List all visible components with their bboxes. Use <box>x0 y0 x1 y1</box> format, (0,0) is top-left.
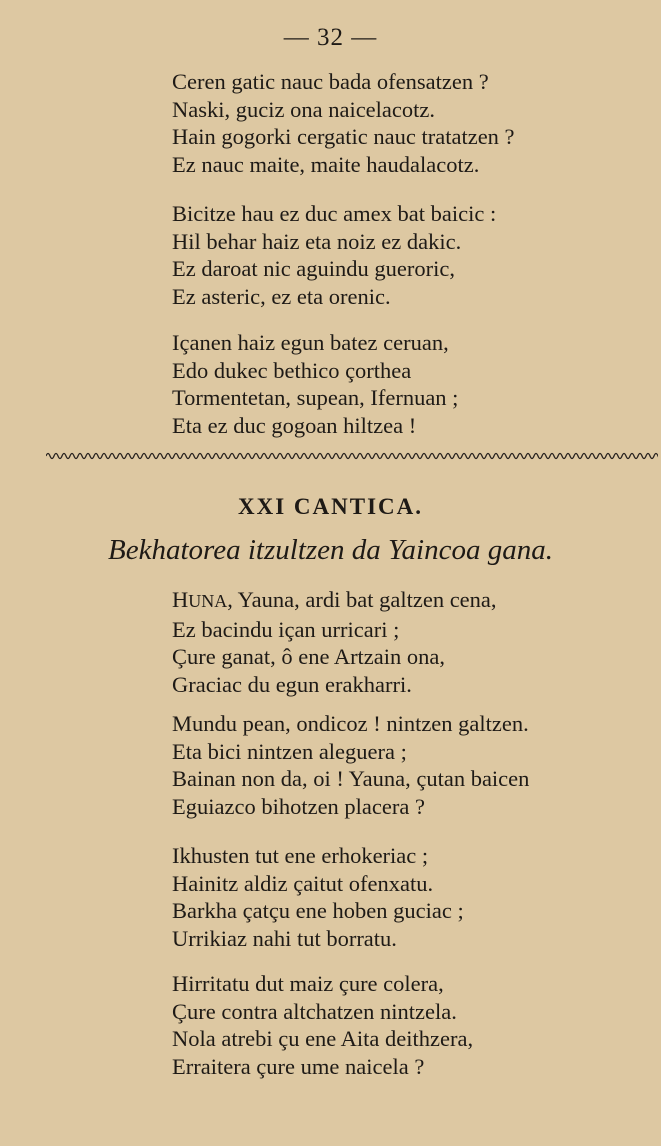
stanza-2 <box>172 200 496 310</box>
verse-line: Graciac du egun erakharri. <box>172 671 412 697</box>
drop-capital: H <box>172 587 189 612</box>
stanza-1 <box>172 68 515 178</box>
verse-line: Çure contra altchatzen nintzela. <box>172 998 457 1024</box>
verse-line: Hirritatu dut maiz çure colera, <box>172 971 444 996</box>
verse-line: Edo dukec bethico çorthea <box>172 357 412 383</box>
stanza-4 <box>172 586 497 698</box>
verse-line: Ez asteric, ez eta orenic. <box>172 283 391 309</box>
verse-line: Mundu pean, ondicoz ! nintzen galtzen. <box>172 711 529 736</box>
stanza-7 <box>172 970 473 1080</box>
verse-line: Ceren gatic nauc bada ofensatzen ? <box>172 69 489 94</box>
verse-line: Nola atrebi çu ene Aita deithzera, <box>172 1026 474 1051</box>
section-subtitle: Bekhatorea itzultzen da Yaincoa gana. <box>108 534 553 566</box>
verse-line: Ez nauc maite, maite haudalacotz. <box>172 151 480 177</box>
page-number: — 32 — <box>283 24 378 51</box>
verse-line: Erraitera çure ume naicela ? <box>172 1053 425 1079</box>
verse-line: Eta ez duc gogoan hiltzea ! <box>172 412 417 438</box>
wavy-rule <box>46 450 658 462</box>
verse-line: Bicitze hau ez duc amex bat baicic : <box>172 201 497 226</box>
section-title: XXI CANTICA. <box>237 494 423 519</box>
verse-line: Ikhusten tut ene erhokeriac ; <box>172 843 429 868</box>
verse-line: Hain gogorki cergatic nauc tratatzen ? <box>172 124 515 149</box>
verse-line: Çure ganat, ô ene Artzain ona, <box>172 644 446 669</box>
verse-line: Eta bici nintzen aleguera ; <box>172 738 407 764</box>
verse-line: Ez daroat nic aguindu gueroric, <box>172 256 456 281</box>
verse-line: Hainitz aldiz çaitut ofenxatu. <box>172 870 434 896</box>
verse-line: Urrikiaz nahi tut borratu. <box>172 925 397 951</box>
stanza-5 <box>172 710 529 820</box>
verse-line: Bainan non da, oi ! Yauna, çutan baicen <box>172 766 530 791</box>
verse-line: Içanen haiz egun batez ceruan, <box>172 330 449 355</box>
stanza-6 <box>172 842 464 952</box>
verse-line: Ez bacindu içan urricari ; <box>172 616 400 642</box>
small-caps-text: UNA <box>188 591 228 611</box>
verse-line: Eguiazco bihotzen placera ? <box>172 793 425 819</box>
verse-line-first <box>172 586 497 616</box>
verse-line: Tormentetan, supean, Ifernuan ; <box>172 385 459 410</box>
verse-line: Naski, guciz ona naicelacotz. <box>172 96 436 122</box>
verse-line: Hil behar haiz eta noiz ez dakic. <box>172 228 462 254</box>
verse-line: Barkha çatçu ene hoben guciac ; <box>172 898 464 923</box>
stanza-3 <box>172 329 458 439</box>
first-line-rest: , Yauna, ardi bat galtzen cena, <box>227 587 497 612</box>
